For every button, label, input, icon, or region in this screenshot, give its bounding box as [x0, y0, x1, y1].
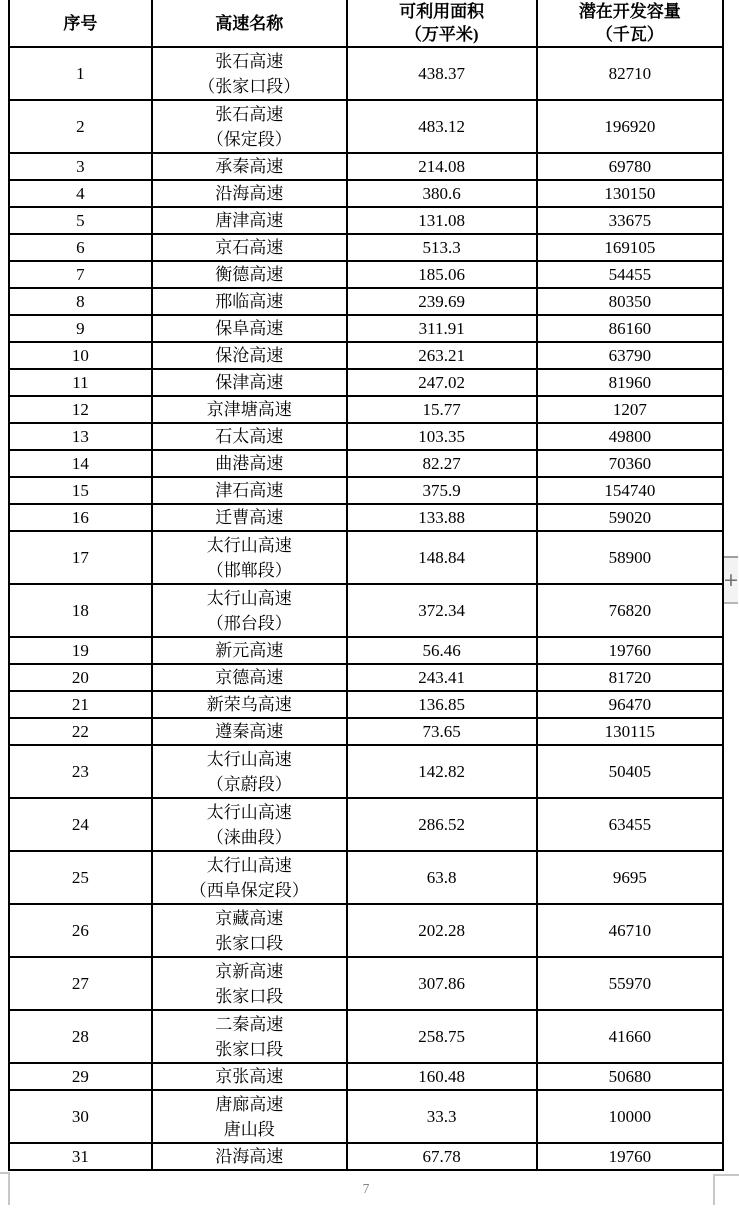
table-row: [9, 100, 723, 153]
cell-index: 21: [9, 691, 152, 718]
cell-capacity: 69780: [537, 153, 723, 180]
cell-capacity: 130150: [537, 180, 723, 207]
cell-name: 津石高速: [152, 477, 347, 504]
table-row: [9, 234, 723, 261]
cell-index: 12: [9, 396, 152, 423]
table-row: [9, 315, 723, 342]
cell-name: 保津高速: [152, 369, 347, 396]
cell-name: 京藏高速 张家口段: [152, 904, 347, 957]
cell-area: 513.3: [347, 234, 537, 261]
cell-name: 太行山高速 （京蔚段）: [152, 745, 347, 798]
col-header-capacity: [537, 0, 723, 47]
table-row: [9, 261, 723, 288]
cell-name: 二秦高速 张家口段: [152, 1010, 347, 1063]
table-header-row: [9, 0, 723, 47]
table-row: [9, 450, 723, 477]
col-header-area-unit: （万平米): [404, 25, 479, 44]
cell-capacity: 81960: [537, 369, 723, 396]
cell-index: 29: [9, 1063, 152, 1090]
cell-capacity: 50405: [537, 745, 723, 798]
cell-name: 张石高速 （保定段）: [152, 100, 347, 153]
cell-name: 京新高速 张家口段: [152, 957, 347, 1010]
cell-index: 20: [9, 664, 152, 691]
cell-capacity: 196920: [537, 100, 723, 153]
cell-index: 19: [9, 637, 152, 664]
cell-area: 56.46: [347, 637, 537, 664]
cell-area: 372.34: [347, 584, 537, 637]
cell-name: 沿海高速: [152, 1143, 347, 1170]
cell-index: 28: [9, 1010, 152, 1063]
cell-capacity: 82710: [537, 47, 723, 100]
col-header-name-label: 高速名称: [215, 13, 284, 33]
cell-name: 迁曹高速: [152, 504, 347, 531]
cell-capacity: 49800: [537, 423, 723, 450]
cell-name: 京德高速: [152, 664, 347, 691]
cell-area: 67.78: [347, 1143, 537, 1170]
cell-capacity: 80350: [537, 288, 723, 315]
cell-index: 11: [9, 369, 152, 396]
cell-index: 18: [9, 584, 152, 637]
cell-area: 380.6: [347, 180, 537, 207]
cell-index: 15: [9, 477, 152, 504]
col-header-area: [347, 0, 537, 47]
cell-capacity: 55970: [537, 957, 723, 1010]
cell-capacity: 130115: [537, 718, 723, 745]
cell-name: 邢临高速: [152, 288, 347, 315]
cell-index: 31: [9, 1143, 152, 1170]
cell-index: 4: [9, 180, 152, 207]
table-row: [9, 745, 723, 798]
cell-capacity: 154740: [537, 477, 723, 504]
cell-index: 14: [9, 450, 152, 477]
col-header-name: [152, 0, 347, 47]
cell-index: 7: [9, 261, 152, 288]
cell-index: 5: [9, 207, 152, 234]
cell-capacity: 59020: [537, 504, 723, 531]
cell-name: 新荣乌高速: [152, 691, 347, 718]
cell-area: 148.84: [347, 531, 537, 584]
cell-capacity: 1207: [537, 396, 723, 423]
cell-area: 247.02: [347, 369, 537, 396]
cell-area: 15.77: [347, 396, 537, 423]
cell-capacity: 63790: [537, 342, 723, 369]
cell-area: 103.35: [347, 423, 537, 450]
cell-capacity: 41660: [537, 1010, 723, 1063]
col-header-index-label: 序号: [63, 13, 98, 33]
cell-capacity: 63455: [537, 798, 723, 851]
highway-table-container: [8, 0, 724, 1171]
cell-index: 1: [9, 47, 152, 100]
cell-area: 258.75: [347, 1010, 537, 1063]
cell-name: 衡德高速: [152, 261, 347, 288]
cell-capacity: 19760: [537, 637, 723, 664]
table-row: [9, 47, 723, 100]
table-body: [9, 47, 723, 1170]
cell-capacity: 9695: [537, 851, 723, 904]
cell-capacity: 58900: [537, 531, 723, 584]
cell-capacity: 76820: [537, 584, 723, 637]
cell-name: 承秦高速: [152, 153, 347, 180]
cell-name: 京津塘高速: [152, 396, 347, 423]
cell-area: 311.91: [347, 315, 537, 342]
table-row: [9, 637, 723, 664]
table-row: [9, 1063, 723, 1090]
table-row: [9, 396, 723, 423]
cell-name: 太行山高速 （西阜保定段）: [152, 851, 347, 904]
table-row: [9, 207, 723, 234]
cell-area: 483.12: [347, 100, 537, 153]
table-row: [9, 153, 723, 180]
cell-area: 263.21: [347, 342, 537, 369]
col-header-index: [9, 0, 152, 47]
table-row: [9, 691, 723, 718]
cell-capacity: 86160: [537, 315, 723, 342]
cell-name: 太行山高速 （邯郸段）: [152, 531, 347, 584]
table-row: [9, 664, 723, 691]
cell-index: 22: [9, 718, 152, 745]
table-row: [9, 504, 723, 531]
table-row: [9, 798, 723, 851]
highway-table: [8, 0, 724, 1171]
cell-area: 286.52: [347, 798, 537, 851]
cell-name: 唐廊高速 唐山段: [152, 1090, 347, 1143]
table-row: [9, 584, 723, 637]
cell-area: 160.48: [347, 1063, 537, 1090]
cell-index: 26: [9, 904, 152, 957]
cell-name: 遵秦高速: [152, 718, 347, 745]
cell-capacity: 33675: [537, 207, 723, 234]
table-row: [9, 851, 723, 904]
cell-area: 131.08: [347, 207, 537, 234]
cell-index: 10: [9, 342, 152, 369]
cell-name: 保沧高速: [152, 342, 347, 369]
plus-icon: +: [723, 568, 739, 591]
col-header-capacity-unit: （千瓦）: [595, 25, 664, 44]
cell-area: 63.8: [347, 851, 537, 904]
cell-index: 27: [9, 957, 152, 1010]
table-row: [9, 423, 723, 450]
cell-index: 25: [9, 851, 152, 904]
cell-area: 243.41: [347, 664, 537, 691]
table-row: [9, 957, 723, 1010]
cell-area: 133.88: [347, 504, 537, 531]
cell-capacity: 10000: [537, 1090, 723, 1143]
cell-index: 30: [9, 1090, 152, 1143]
cell-area: 185.06: [347, 261, 537, 288]
cell-area: 142.82: [347, 745, 537, 798]
cell-index: 17: [9, 531, 152, 584]
table-row: [9, 904, 723, 957]
cell-capacity: 70360: [537, 450, 723, 477]
scrollbar-thumb[interactable]: [724, 556, 738, 604]
cell-area: 202.28: [347, 904, 537, 957]
table-row: [9, 1010, 723, 1063]
cell-capacity: 81720: [537, 664, 723, 691]
cell-name: 石太高速: [152, 423, 347, 450]
table-row: [9, 1143, 723, 1170]
cell-area: 33.3: [347, 1090, 537, 1143]
cell-name: 太行山高速 （涞曲段）: [152, 798, 347, 851]
table-row: [9, 180, 723, 207]
cell-name: 曲港高速: [152, 450, 347, 477]
cell-area: 73.65: [347, 718, 537, 745]
cell-area: 82.27: [347, 450, 537, 477]
table-row: [9, 477, 723, 504]
cell-index: 16: [9, 504, 152, 531]
table-row: [9, 531, 723, 584]
cell-name: 太行山高速 （邢台段）: [152, 584, 347, 637]
cell-name: 唐津高速: [152, 207, 347, 234]
cell-index: 13: [9, 423, 152, 450]
cell-name: 保阜高速: [152, 315, 347, 342]
cell-index: 6: [9, 234, 152, 261]
cell-area: 307.86: [347, 957, 537, 1010]
table-row: [9, 1090, 723, 1143]
cell-capacity: 50680: [537, 1063, 723, 1090]
cell-area: 239.69: [347, 288, 537, 315]
cell-name: 新元高速: [152, 637, 347, 664]
cell-name: 京石高速: [152, 234, 347, 261]
cell-index: 8: [9, 288, 152, 315]
cell-name: 沿海高速: [152, 180, 347, 207]
cell-capacity: 96470: [537, 691, 723, 718]
table-row: [9, 718, 723, 745]
page-number: 7: [362, 1181, 370, 1196]
cell-index: 2: [9, 100, 152, 153]
cell-area: 375.9: [347, 477, 537, 504]
col-header-capacity-label: 潜在开发容量: [578, 2, 681, 21]
cell-capacity: 46710: [537, 904, 723, 957]
cell-name: 京张高速: [152, 1063, 347, 1090]
cell-capacity: 169105: [537, 234, 723, 261]
cell-index: 24: [9, 798, 152, 851]
cell-capacity: 54455: [537, 261, 723, 288]
table-row: [9, 342, 723, 369]
cell-index: 3: [9, 153, 152, 180]
cell-name: 张石高速 （张家口段）: [152, 47, 347, 100]
cell-capacity: 19760: [537, 1143, 723, 1170]
cell-area: 136.85: [347, 691, 537, 718]
cell-index: 23: [9, 745, 152, 798]
table-row: [9, 369, 723, 396]
table-row: [9, 288, 723, 315]
cell-index: 9: [9, 315, 152, 342]
cell-area: 214.08: [347, 153, 537, 180]
col-header-area-label: 可利用面积: [399, 2, 485, 21]
cell-area: 438.37: [347, 47, 537, 100]
